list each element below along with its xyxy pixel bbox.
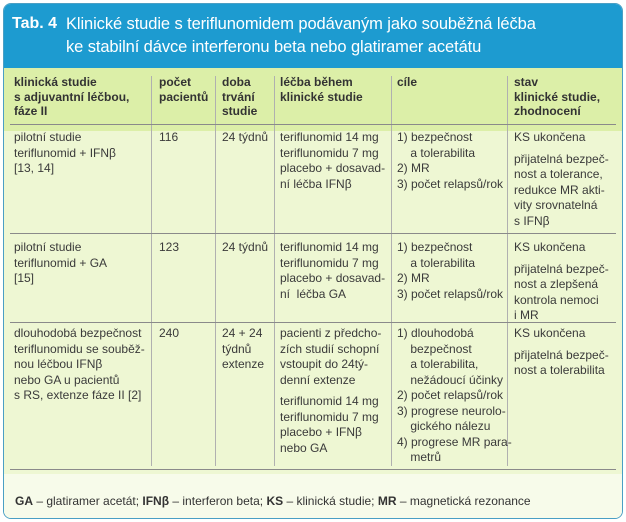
column-header: léčba během — [280, 75, 353, 89]
footnote-abbreviation: IFNβ — [142, 494, 170, 508]
column-divider — [215, 76, 216, 466]
column-header: klinické studie — [280, 89, 363, 104]
status-cell: KS ukončena — [514, 130, 586, 144]
treatment-cell: placebo + dosavad- — [280, 271, 386, 285]
goals-cell: 2) počet relapsů/rok — [397, 388, 504, 402]
study-cell: [15] — [14, 271, 35, 285]
status-cell: redukce MR akti- — [514, 182, 605, 197]
table-title-line-2: ke stabilní dávce interferonu beta nebo glatiramer acetátu — [66, 38, 482, 56]
status-cell: KS ukončena — [514, 326, 586, 340]
goals-cell: 1) bezpečnost — [397, 130, 473, 144]
study-cell: [13, 14] — [14, 161, 55, 175]
treatment-cell: teriflunomid 14 mg — [280, 240, 379, 254]
duration-cell: extenze — [222, 357, 265, 371]
column-header: trvání — [222, 89, 255, 104]
column-header: počet — [159, 75, 192, 89]
treatment-cell: nebo GA — [280, 440, 328, 455]
footnote-definition: – glatiramer acetát; — [33, 494, 143, 508]
goals-cell: a tolerabilita — [397, 145, 476, 160]
patients-cell: 116 — [159, 130, 179, 144]
goals-cell: 1) dlouhodobá — [397, 326, 474, 340]
goals-cell: bezpečnost — [397, 341, 472, 356]
row-divider — [10, 124, 616, 125]
status-cell: nost a tolerabilita — [514, 363, 605, 377]
study-cell: nou léčbou IFNβ — [14, 357, 103, 371]
goals-cell: a tolerabilita — [397, 255, 476, 270]
treatment-cell: teriflunomidu 7 mg — [280, 255, 379, 270]
footnote-abbreviation: KS — [266, 494, 284, 508]
table-frame — [3, 3, 623, 519]
column-header: cíle — [397, 75, 418, 89]
status-cell: nost a tolerance, — [514, 167, 603, 181]
footnote-definition: – klinická studie; — [283, 494, 378, 508]
footnote-abbreviation: MR — [377, 494, 397, 508]
goals-cell: 1) bezpečnost — [397, 240, 473, 254]
status-cell: KS ukončena — [514, 240, 586, 254]
column-header: s adjuvantní léčbou, — [14, 89, 130, 104]
status-cell: přijatelná bezpeč- — [514, 261, 609, 276]
study-cell: s RS, extenze fáze II [2] — [14, 388, 142, 402]
goals-cell: 4) progrese MR para- — [397, 434, 512, 449]
column-divider — [151, 76, 152, 466]
table-number: Tab. 4 — [12, 15, 58, 32]
treatment-cell: ní léčba IFNβ — [280, 176, 352, 191]
footnote-definition: – magnetická rezonance — [396, 494, 531, 508]
duration-cell: 24 týdnů — [222, 240, 269, 254]
status-cell: vity srovnatelná — [514, 198, 598, 212]
goals-cell: 2) MR — [397, 271, 430, 285]
treatment-cell: zích studií schopní — [280, 341, 380, 356]
goals-cell: 3) počet relapsů/rok — [397, 176, 504, 191]
column-divider — [391, 76, 392, 466]
column-header: pacientů — [159, 89, 209, 104]
footnote-definition: – interferon beta; — [169, 494, 267, 508]
table-footnote — [15, 494, 531, 508]
study-cell: teriflunomidu se souběž- — [14, 341, 145, 356]
status-cell: přijatelná bezpeč- — [514, 347, 609, 362]
treatment-cell: teriflunomidu 7 mg — [280, 409, 379, 424]
treatment-cell: ní léčba GA — [280, 286, 347, 301]
column-header: stav — [514, 75, 539, 89]
duration-cell: týdnů — [222, 341, 252, 356]
column-header: doba — [222, 75, 251, 89]
treatment-cell: vstoupit do 24tý- — [280, 357, 369, 371]
patients-cell: 240 — [159, 326, 180, 340]
column-header: klinická studie — [14, 75, 97, 89]
study-cell: teriflunomid + IFNβ — [14, 145, 116, 160]
goals-cell: metrů — [397, 450, 442, 464]
table-title-bar — [4, 4, 622, 68]
status-cell: s IFNβ — [514, 213, 550, 228]
goals-cell: gického nálezu — [397, 419, 491, 433]
treatment-cell: placebo + IFNβ — [280, 425, 362, 439]
treatment-cell: placebo + dosavad- — [280, 161, 386, 175]
row-divider — [10, 233, 616, 234]
status-cell: i MR — [514, 308, 539, 322]
patients-cell: 123 — [159, 240, 180, 254]
column-header: fáze II — [14, 104, 48, 118]
goals-cell: a tolerabilita, — [397, 357, 479, 371]
column-divider — [507, 76, 508, 466]
goals-cell: 3) progrese neurolo- — [397, 403, 506, 418]
treatment-cell: teriflunomidu 7 mg — [280, 145, 379, 160]
table-title-line-1: Klinické studie s teriflunomidem podávaným jako souběžná léčba — [66, 15, 536, 33]
status-cell: nost a zlepšená — [514, 277, 599, 291]
column-header: klinické studie, — [514, 89, 601, 104]
treatment-cell: teriflunomid 14 mg — [280, 394, 379, 408]
column-divider — [274, 76, 275, 466]
footnote-abbreviation: GA — [15, 494, 33, 508]
study-cell: teriflunomid + GA — [14, 255, 108, 270]
duration-cell: 24 + 24 — [222, 326, 263, 340]
treatment-cell: denní extenze — [280, 372, 356, 387]
goals-cell: 3) počet relapsů/rok — [397, 286, 504, 301]
status-cell: kontrola nemoci — [514, 292, 599, 307]
treatment-cell: pacienti z předcho- — [280, 326, 382, 340]
goals-cell: 2) MR — [397, 161, 430, 175]
study-cell: pilotní studie — [14, 240, 82, 254]
goals-cell: nežádoucí účinky — [397, 372, 504, 387]
duration-cell: 24 týdnů — [222, 130, 269, 144]
column-header: zhodnocení — [514, 104, 581, 118]
row-divider — [10, 469, 616, 470]
treatment-cell: teriflunomid 14 mg — [280, 130, 379, 144]
status-cell: přijatelná bezpeč- — [514, 151, 609, 166]
study-cell: nebo GA u pacientů — [14, 372, 120, 387]
column-header: studie — [222, 104, 258, 118]
study-cell: pilotní studie — [14, 130, 82, 144]
study-cell: dlouhodobá bezpečnost — [14, 326, 142, 340]
